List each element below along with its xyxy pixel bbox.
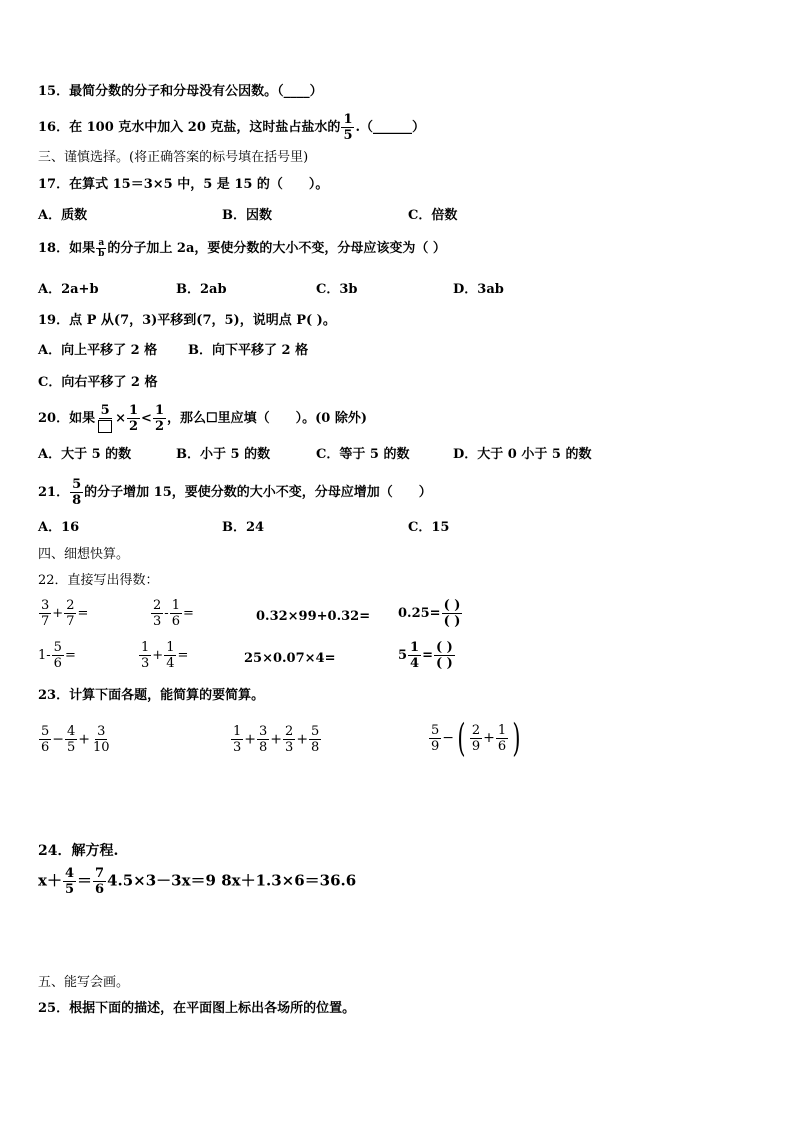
frac-num: 1 <box>141 640 150 655</box>
frac-den: 3 <box>285 740 294 755</box>
q20-f2-num: 1 <box>129 403 139 418</box>
operator: + <box>270 731 283 748</box>
operator: + <box>244 731 257 748</box>
frac-den: 5 <box>67 740 76 755</box>
frac-num: 3 <box>259 724 268 739</box>
q22-expr-3: 0.32×99+0.32= <box>256 609 371 624</box>
frac-num-blank: ( ) <box>436 640 453 655</box>
question-17-stem: 17．在算式 15＝3×5 中，5 是 15 的（ ）。 <box>38 177 329 192</box>
section-3-heading: 三、谨慎选择。(将正确答案的标号填在括号里) <box>38 150 309 165</box>
whole-number: 5 <box>398 648 408 663</box>
q23-expr-2 <box>230 724 322 755</box>
q18-frac-den: b <box>98 249 105 259</box>
frac-num: 2 <box>471 722 481 738</box>
question-23-title: 23．计算下面各题，能简算的要简算。 <box>38 688 265 703</box>
q23-expr-1 <box>38 724 113 755</box>
frac-den: 9 <box>471 738 481 754</box>
frac-den: 6 <box>497 738 507 754</box>
q20-fraction-3 <box>153 403 166 434</box>
frac-den: 7 <box>66 614 75 629</box>
q16-text: 在 100 克水中加入 20 克盐，这时盐占盐水的 <box>69 120 341 135</box>
frac-num: 1 <box>171 598 180 613</box>
frac-den: 3 <box>141 656 150 671</box>
q17-option-b[interactable]: B．因数 <box>222 208 272 223</box>
q22-expr-4 <box>398 598 463 629</box>
q24-equations <box>38 866 356 897</box>
q16-frac-num: 1 <box>343 112 353 127</box>
frac-num: 2 <box>285 724 294 739</box>
frac-den: 8 <box>259 740 268 755</box>
frac-den: 7 <box>41 614 50 629</box>
q16-mid: .（ <box>355 120 374 135</box>
question-18-stem <box>38 238 446 259</box>
q16-end: ） <box>412 120 426 135</box>
q17-option-a[interactable]: A．质数 <box>38 208 88 223</box>
q21-fraction <box>70 477 83 508</box>
q21-option-c[interactable]: C．15 <box>408 520 450 535</box>
q20-pre: 20．如果 <box>38 411 96 426</box>
question-15 <box>38 84 323 100</box>
frac-den: 5 <box>64 882 74 897</box>
question-20-stem <box>38 402 367 436</box>
frac-num: 2 <box>153 598 162 613</box>
frac-num: 3 <box>41 598 50 613</box>
equals: = <box>77 606 89 621</box>
frac-num: 4 <box>64 866 74 881</box>
q22-expr-8 <box>398 640 456 671</box>
q15-end: ） <box>309 84 323 99</box>
equals: = <box>422 648 433 663</box>
q21-pre: 21． <box>38 485 70 500</box>
frac-num: 1 <box>233 724 242 739</box>
frac-den: 3 <box>233 740 242 755</box>
q16-blank: ______ <box>373 120 413 135</box>
frac-den: 8 <box>311 740 320 755</box>
q22-expr-2 <box>150 598 194 629</box>
frac-num: 1 <box>497 722 507 738</box>
section-4-heading: 四、细想快算。 <box>38 547 130 562</box>
operator: + <box>78 731 91 748</box>
operator: − <box>52 731 65 748</box>
q18-post: 的分子加上 2a，要使分数的大小不变，分母应该变为（ ） <box>107 241 446 256</box>
q20-fraction-box <box>96 403 114 434</box>
operator: + <box>296 731 309 748</box>
operator: − <box>442 730 455 746</box>
q21-post: 的分子增加 15，要使分数的大小不变，分母应增加（ ） <box>84 485 432 500</box>
q20-option-c[interactable]: C．等于 5 的数 <box>316 447 410 462</box>
frac-num: 5 <box>53 640 62 655</box>
q19-option-a[interactable]: A．向上平移了 2 格 <box>38 343 158 358</box>
operator: + <box>52 606 64 621</box>
operator: - <box>164 606 169 621</box>
q22-expr-1 <box>38 598 88 629</box>
q15-number: 15． <box>38 84 70 99</box>
q20-option-a[interactable]: A．大于 5 的数 <box>38 447 132 462</box>
frac-num: 4 <box>67 724 76 739</box>
expr-prefix: 0.25= <box>398 606 441 621</box>
q21-option-b[interactable]: B．24 <box>222 520 265 535</box>
equals: = <box>64 648 76 663</box>
operator: + <box>152 648 164 663</box>
frac-den-blank: ( ) <box>436 656 453 671</box>
q15-blank: ____ <box>283 84 310 99</box>
q18-pre: 18．如果 <box>38 241 96 256</box>
frac-num: 3 <box>97 724 106 739</box>
frac-num-blank: ( ) <box>443 598 461 613</box>
q20-f1-num: 5 <box>100 403 110 418</box>
section-5-heading: 五、能写会画。 <box>38 975 130 990</box>
q22-expr-6 <box>138 640 188 671</box>
q22-expr-7: 25×0.07×4= <box>244 651 336 666</box>
frac-num: 2 <box>66 598 75 613</box>
frac-den-blank: ( ) <box>443 614 461 629</box>
q20-op2: < <box>141 411 152 426</box>
frac-num: 5 <box>41 724 50 739</box>
frac-num: 7 <box>95 866 105 881</box>
frac-den: 10 <box>93 740 110 755</box>
q20-option-d[interactable]: D．大于 0 小于 5 的数 <box>453 447 592 462</box>
question-16 <box>38 112 425 143</box>
frac-den: 6 <box>95 882 105 897</box>
q20-f3-den: 2 <box>154 419 164 434</box>
q18-frac-num: a <box>98 238 105 248</box>
frac-num: 1 <box>410 640 420 655</box>
q19-option-c[interactable]: C．向右平移了 2 格 <box>38 375 158 390</box>
q20-option-b[interactable]: B．小于 5 的数 <box>176 447 271 462</box>
q16-fraction <box>341 112 354 143</box>
q18-option-b[interactable]: B．2ab <box>176 282 227 297</box>
q22-expr-5 <box>38 640 76 671</box>
q17-option-c[interactable]: C．倍数 <box>408 208 458 223</box>
frac-den: 3 <box>153 614 162 629</box>
frac-den: 6 <box>41 740 50 755</box>
q18-fraction <box>96 238 106 259</box>
eq-rest: 4.5×3－3x＝9 8x＋1.3×6＝36.6 <box>107 871 357 890</box>
frac-den: 9 <box>431 738 440 754</box>
frac-den: 4 <box>166 656 175 671</box>
right-paren: ) <box>512 716 521 760</box>
q18-option-a[interactable]: A．2a+b <box>38 282 99 297</box>
q20-fraction-2 <box>127 403 140 434</box>
frac-num: 5 <box>431 722 440 738</box>
square-box-icon <box>98 420 112 433</box>
left-paren: ( <box>457 716 466 760</box>
frac-den: 6 <box>171 614 180 629</box>
frac-num: 5 <box>311 724 320 739</box>
question-24-title: 24．解方程. <box>38 843 119 859</box>
expr-prefix: 1- <box>38 648 51 663</box>
question-19-stem: 19．点 P 从(7，3)平移到(7，5)，说明点 P( )。 <box>38 313 336 328</box>
equals: = <box>182 606 194 621</box>
equals: = <box>177 648 189 663</box>
equals: ＝ <box>77 871 93 890</box>
frac-den: 4 <box>410 656 420 671</box>
question-22-title: 22．直接写出得数： <box>38 573 159 588</box>
eq-prefix: x＋ <box>38 871 62 890</box>
q20-post: ，那么☐里应填（ ）。(0 除外) <box>167 411 368 426</box>
q16-number: 16． <box>38 120 70 135</box>
q23-expr-3 <box>428 718 524 758</box>
question-21-stem <box>38 476 432 510</box>
q16-frac-den: 5 <box>343 128 353 143</box>
q20-f2-den: 2 <box>129 419 139 434</box>
frac-den: 6 <box>53 656 62 671</box>
q20-op1: × <box>115 411 126 426</box>
q20-f1-den <box>96 419 114 434</box>
q18-option-c[interactable]: C．3b <box>316 282 358 297</box>
q19-option-b[interactable]: B．向下平移了 2 格 <box>188 343 309 358</box>
q21-frac-num: 5 <box>72 477 82 492</box>
q15-text: 最简分数的分子和分母没有公因数。（ <box>69 84 284 99</box>
q21-option-a[interactable]: A．16 <box>38 520 80 535</box>
q20-f3-num: 1 <box>154 403 164 418</box>
question-25: 25．根据下面的描述，在平面图上标出各场所的位置。 <box>38 1001 356 1016</box>
frac-num: 1 <box>166 640 175 655</box>
q21-frac-den: 8 <box>72 493 82 508</box>
operator: + <box>483 730 495 746</box>
q18-option-d[interactable]: D．3ab <box>453 282 504 297</box>
